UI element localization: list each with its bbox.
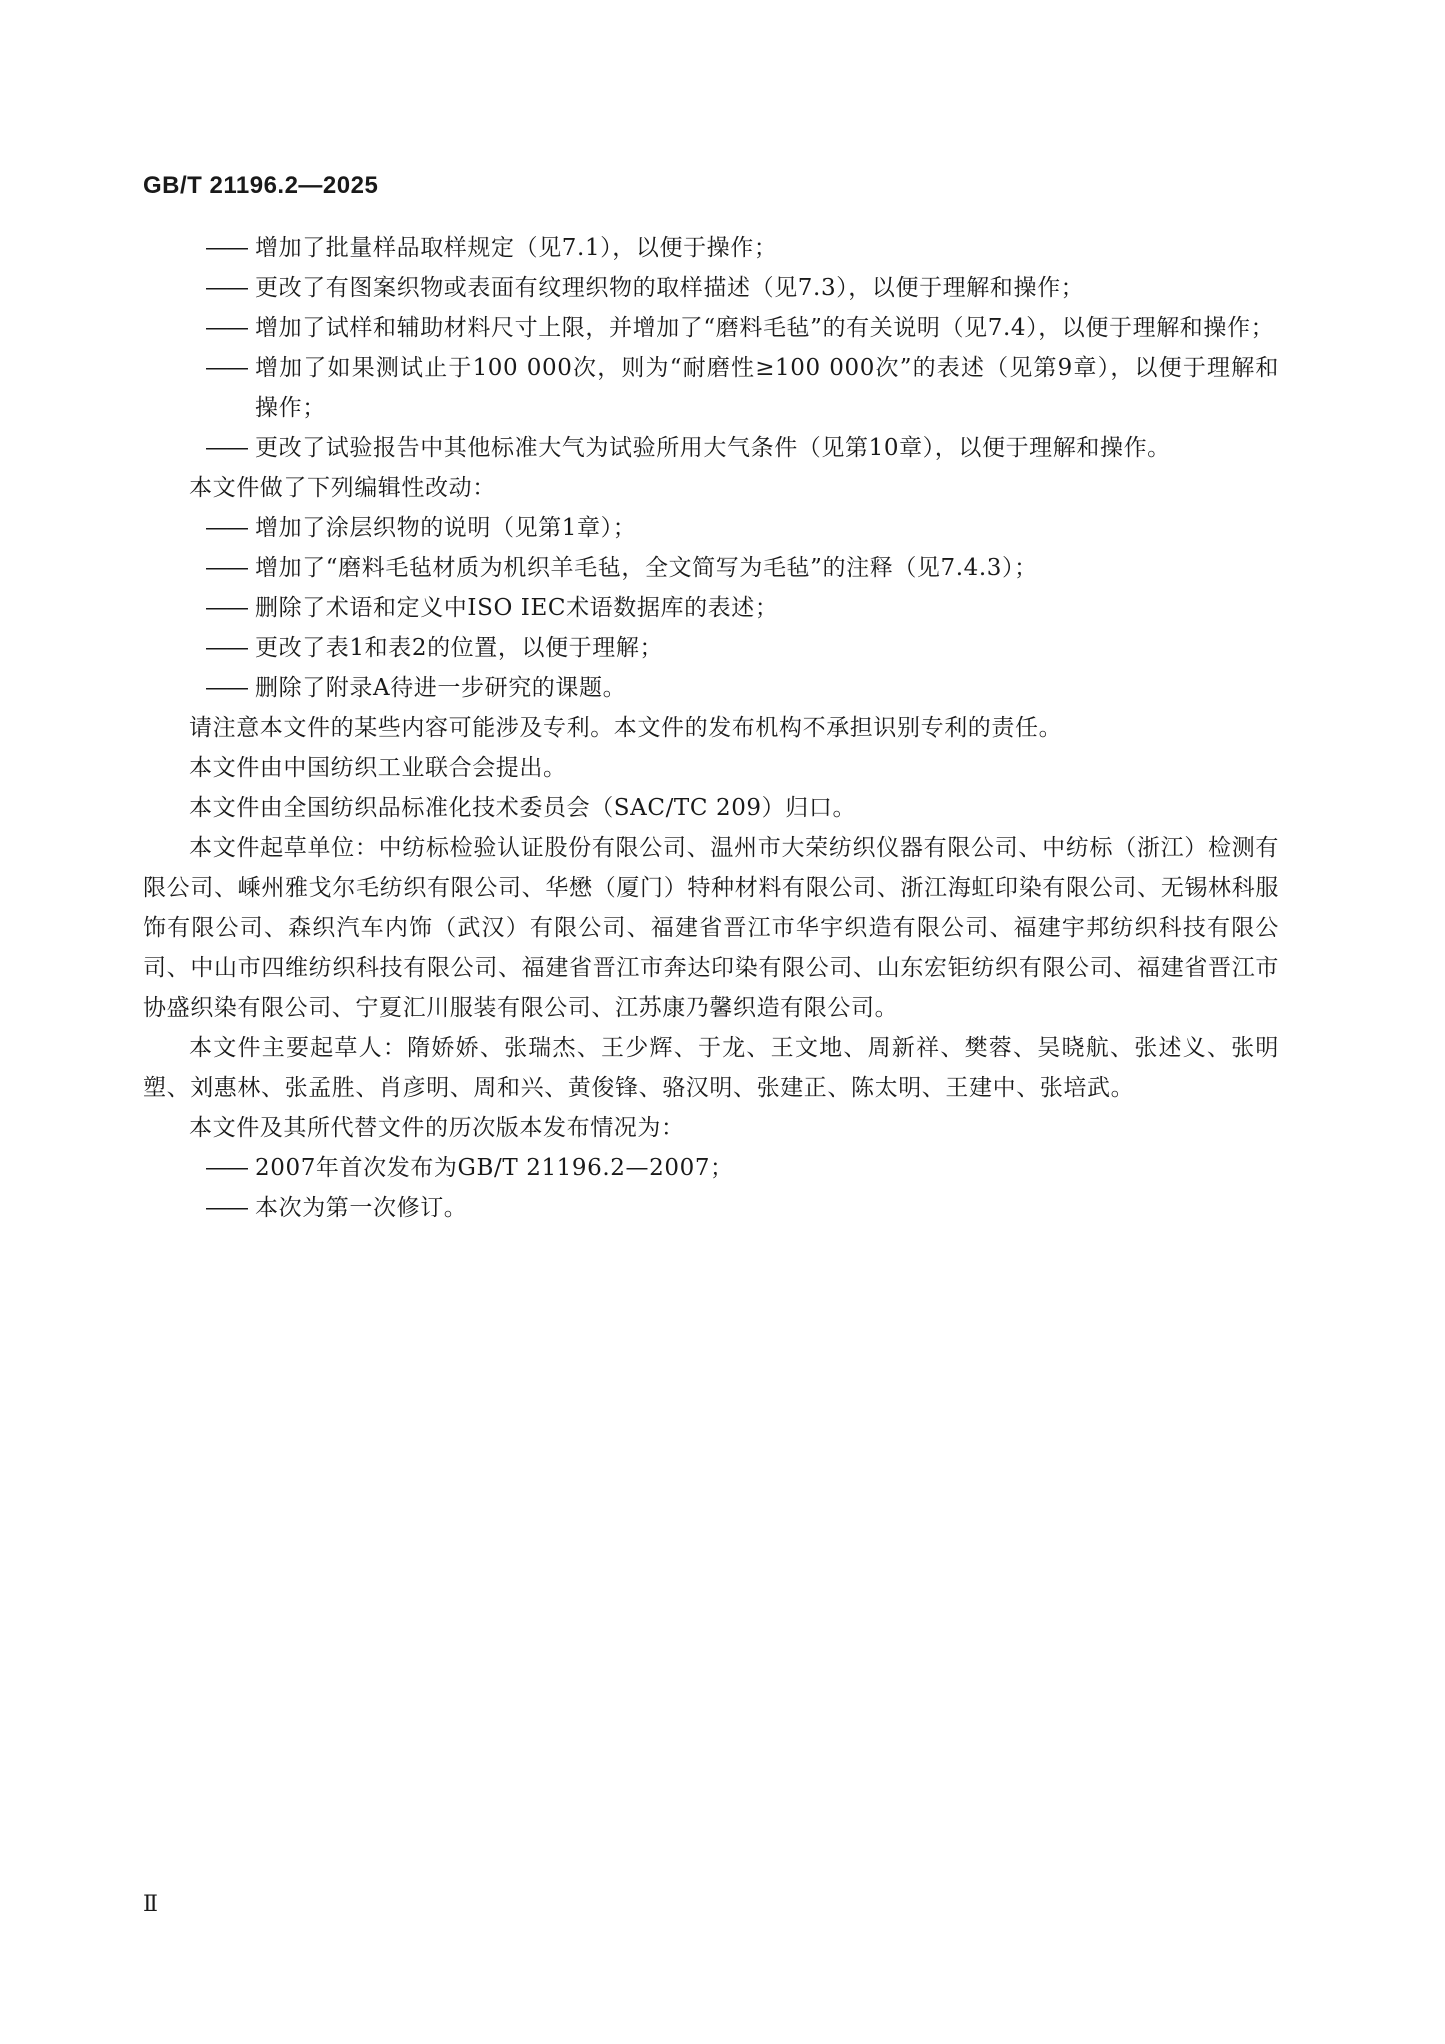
technical-change-5: 更改了试验报告中其他标准大气为试验所用大气条件（见第10章），以便于理解和操作。 — [255, 435, 1171, 461]
history-item-2: 本次为第一次修订。 — [255, 1195, 468, 1221]
list-item — [143, 668, 1279, 708]
history-intro: 本文件及其所代替文件的历次版本发布情况为： — [189, 1115, 685, 1141]
list-item — [143, 1148, 1279, 1188]
editorial-change-1: 增加了涂层织物的说明（见第1章）； — [255, 515, 637, 541]
technical-change-3: 增加了试样和辅助材料尺寸上限，并增加了“磨料毛毡”的有关说明（见7.4），以便于理解和操作； — [255, 315, 1275, 341]
list-item — [143, 1188, 1279, 1228]
list-item — [143, 628, 1279, 668]
page-number: Ⅱ — [143, 1892, 158, 1917]
dash-marker: —— — [205, 315, 247, 341]
technical-change-1: 增加了批量样品取样规定（见7.1），以便于操作； — [255, 235, 778, 261]
editorial-changes-intro: 本文件做了下列编辑性改动： — [189, 475, 496, 501]
standard-code-header: GB/T 21196.2—2025 — [143, 172, 379, 199]
editorial-change-4: 更改了表1和表2的位置，以便于理解； — [255, 635, 664, 661]
list-item — [143, 308, 1279, 348]
dash-marker: —— — [205, 555, 247, 581]
dash-marker: —— — [205, 355, 247, 381]
history-item-1: 2007年首次发布为GB/T 21196.2—2007； — [255, 1155, 734, 1181]
list-item — [143, 428, 1279, 468]
centralized-by-statement: 本文件由全国纺织品标准化技术委员会（SAC/TC 209）归口。 — [189, 795, 857, 821]
patent-notice: 请注意本文件的某些内容可能涉及专利。本文件的发布机构不承担识别专利的责任。 — [189, 715, 1063, 741]
editorial-change-2: 增加了“磨料毛毡材质为机织羊毛毡，全文简写为毛毡”的注释（见7.4.3）； — [255, 555, 1038, 581]
list-item — [143, 348, 1279, 428]
proposer-statement: 本文件由中国纺织工业联合会提出。 — [189, 755, 567, 781]
list-item — [143, 588, 1279, 628]
list-item — [143, 508, 1279, 548]
list-item — [143, 268, 1279, 308]
dash-marker: —— — [205, 435, 247, 461]
editorial-change-3: 删除了术语和定义中ISO IEC术语数据库的表述； — [255, 595, 779, 621]
technical-change-4: 增加了如果测试止于100 000次，则为“耐磨性≥100 000次”的表述（见第9章），以便于理解和操作； — [255, 355, 1279, 421]
technical-change-2: 更改了有图案织物或表面有纹理织物的取样描述（见7.3），以便于理解和操作； — [255, 275, 1085, 301]
dash-marker: —— — [205, 235, 247, 261]
dash-marker: —— — [205, 515, 247, 541]
document-body — [143, 228, 1279, 1228]
dash-marker: —— — [205, 635, 247, 661]
dash-marker: —— — [205, 675, 247, 701]
dash-marker: —— — [205, 595, 247, 621]
main-drafters: 本文件主要起草人：隋娇娇、张瑞杰、王少辉、于龙、王文地、周新祥、樊蓉、吴晓航、张述义、张明塑、刘惠林、张孟胜、肖彦明、周和兴、黄俊锋、骆汉明、张建正、陈太明、王建中、张培武。 — [143, 1035, 1279, 1101]
list-item — [143, 228, 1279, 268]
dash-marker: —— — [205, 275, 247, 301]
list-item — [143, 548, 1279, 588]
dash-marker: —— — [205, 1155, 247, 1181]
dash-marker: —— — [205, 1195, 247, 1221]
editorial-change-5: 删除了附录A待进一步研究的课题。 — [255, 675, 627, 701]
drafting-units: 本文件起草单位：中纺标检验认证股份有限公司、温州市大荣纺织仪器有限公司、中纺标（浙江）检测有限公司、嵊州雅戈尔毛纺织有限公司、华懋（厦门）特种材料有限公司、浙江海虹印染有限公司、无锡林科服饰有限公司、森织汽车内饰（武汉）有限公司、福建省晋江市华宇织造有限公司、福建宇邦纺织科技有限公司、中山市四维纺织科技有限公司、福建省晋江市奔达印染有限公司、山东宏钜纺织有限公司、福建省晋江市协盛织染有限公司、宁夏汇川服装有限公司、江苏康乃馨织造有限公司。 — [143, 835, 1279, 1021]
